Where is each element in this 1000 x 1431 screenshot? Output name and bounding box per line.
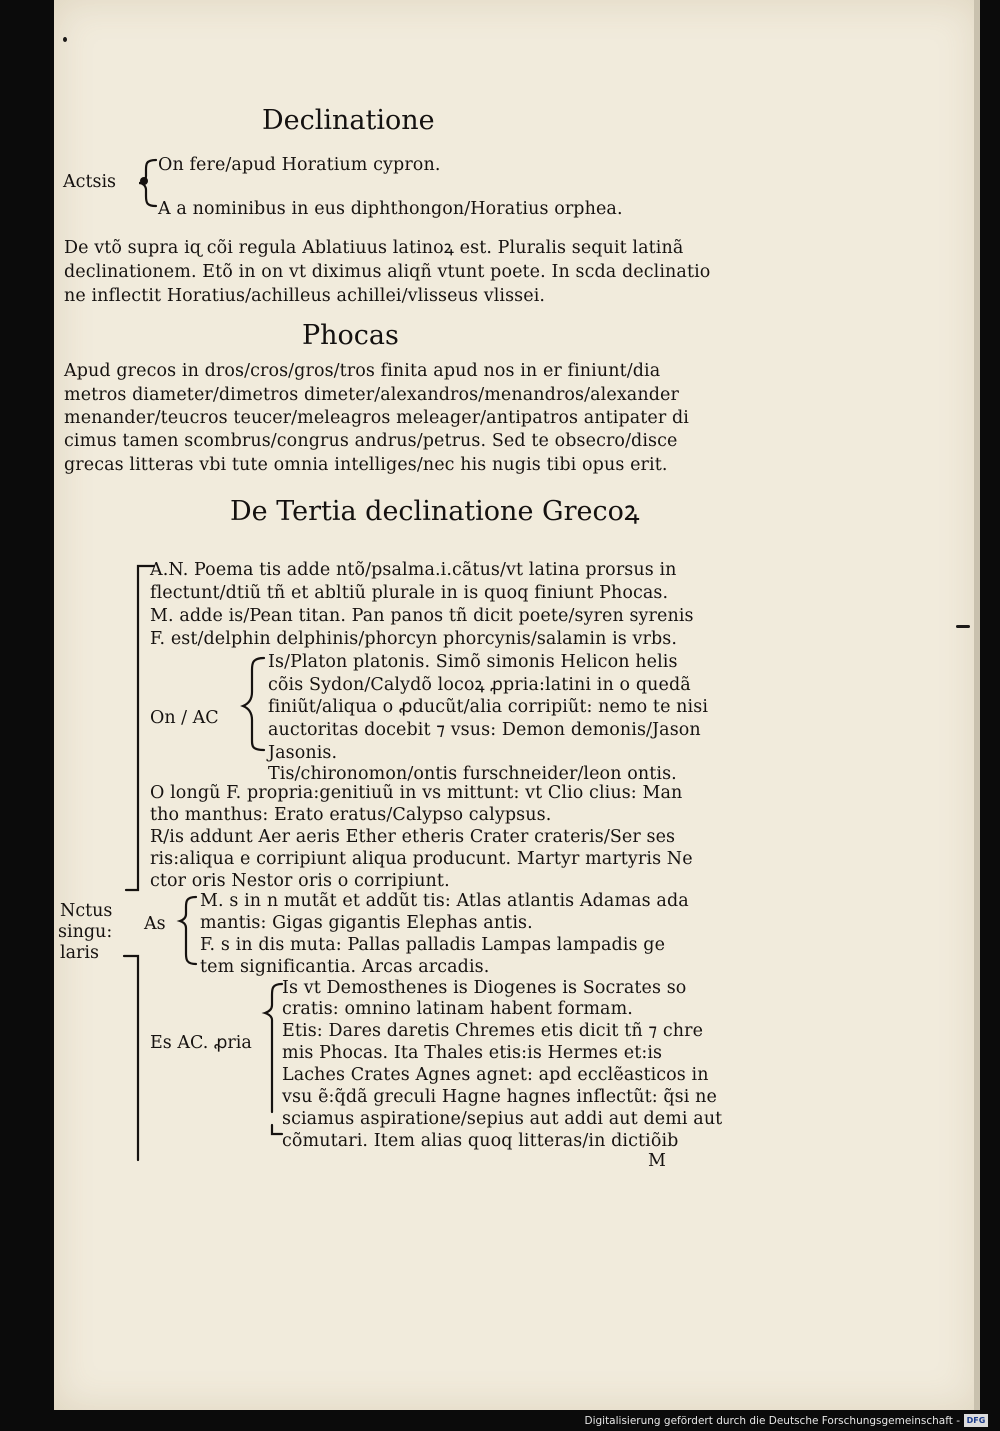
text-line: M. adde is/Pean titan. Pan panos tñ dicit poete/syren syrenis (150, 606, 694, 626)
heading-tertia: De Tertia declinatione Grecoꝝ (230, 496, 640, 527)
margin-label-es: Es AC. ꝓria (150, 1033, 252, 1053)
text-line: declinationem. Etõ in on vt diximus aliqñ vtunt poete. In scda declinatio (64, 262, 711, 282)
margin-nomen-3: laris (60, 943, 99, 963)
bracket-lower (124, 956, 138, 1160)
bracket-es-foot (272, 1125, 282, 1134)
heading-declinatione: Declinatione (262, 105, 435, 136)
text-line: flectunt/dtiũ tñ et abltiũ plurale in is quoq finiunt Phocas. (150, 583, 669, 603)
dfg-logo: DFG (964, 1414, 988, 1427)
text-line: ne inflectit Horatius/achilleus achillei/vlisseus vlissei. (64, 286, 546, 306)
text-line: cõmutari. Item alias quoq litteras/in dictiõib (282, 1131, 679, 1151)
text-line: Is vt Demosthenes is Diogenes is Socrates so (282, 978, 687, 998)
catchword: M (648, 1151, 667, 1171)
text-line: De vtõ supra iɋ cõi regula Ablatiuus latinoꝝ est. Pluralis sequit latinã (64, 238, 684, 258)
margin-nomen-1: Nctus (60, 901, 113, 921)
text-line: A.N. Poema tis adde ntõ/psalma.i.cãtus/vt latina prorsus in (150, 560, 677, 580)
text-line: metros diameter/dimetros dimeter/alexandros/menandros/alexander (64, 385, 679, 405)
margin-label-as: As (144, 914, 166, 934)
brace-on (243, 658, 264, 750)
text-line: ctor oris Nestor oris o corripiunt. (150, 871, 450, 891)
heading-phocas: Phocas (302, 320, 399, 351)
text-line: mis Phocas. Ita Thales etis:is Hermes et:is (282, 1043, 663, 1063)
brace-as (180, 897, 196, 964)
text-line: O longũ F. propria:genitiuũ in vs mittunt: vt Clio clius: Man (150, 783, 683, 803)
text-line: finiũt/aliqua o ꝓducũt/alia corripiũt: nemo te nisi (268, 697, 709, 717)
text-line: menander/teucros teucer/meleagros meleager/antipatros antipater di (64, 408, 690, 428)
text-line: sciamus aspiratione/sepius aut addi aut demi aut (282, 1109, 723, 1129)
text-line: vsu ẽ:q̃dã greculi Hagne hagnes inflectũt: q̃si ne (282, 1087, 717, 1107)
ink-speck (63, 37, 67, 42)
text-line: A a nominibus in eus diphthongon/Horatius orphea. (158, 199, 623, 219)
footer-credit: Digitalisierung gefördert durch die Deutsche Forschungsgemeinschaft - (584, 1415, 960, 1427)
text-line: F. s in dis muta: Pallas palladis Lampas lampadis ge (200, 935, 666, 955)
text-line: grecas litteras vbi tute omnia intelliges/nec his nugis tibi opus erit. (64, 455, 668, 475)
text-line: tem significantia. Arcas arcadis. (200, 957, 490, 977)
text-line: cõis Sydon/Calydõ locoꝝ ꝓpria:latini in o quedã (268, 675, 691, 695)
text-line: cimus tamen scombrus/congrus andrus/petrus. Sed te obsecro/disce (64, 431, 678, 451)
text-line: M. s in n mutãt et addũt tis: Atlas atlantis Adamas ada (200, 891, 689, 911)
text-line: Jasonis. (268, 743, 338, 763)
text-line: ris:aliqua e corripiunt aliqua producunt. Martyr martyris Ne (150, 849, 693, 869)
margin-actsis: Actsis (63, 172, 117, 192)
text-line: R/is addunt Aer aeris Ether etheris Crater crateris/Ser ses (150, 827, 676, 847)
text-line: mantis: Gigas gigantis Elephas antis. (200, 913, 533, 933)
text-line: On fere/apud Horatium cypron. (158, 155, 441, 175)
margin-label-on: On / AC (150, 708, 219, 728)
text-line: Etis: Dares daretis Chremes etis dicit tñ ⁊ chre (282, 1021, 704, 1041)
brace-es (265, 984, 282, 1112)
text-line: Apud grecos in dros/cros/gros/tros finita apud nos in er finiunt/dia (64, 361, 661, 381)
text-line: Tis/chironomon/ontis furschneider/leon ontis. (268, 764, 677, 784)
text-line: F. est/delphin delphinis/phorcyn phorcynis/salamin is vrbs. (150, 629, 678, 649)
margin-nomen-2: singu: (58, 922, 113, 942)
pilcrow-dot (140, 177, 148, 185)
text-line: Laches Crates Agnes agnet: apd ecclẽasticos in (282, 1065, 709, 1085)
brace-main (126, 566, 154, 890)
text-line: cratis: omnino latinam habent formam. (282, 999, 633, 1019)
text-line: Is/Platon platonis. Simõ simonis Helicon helis (268, 652, 678, 672)
text-line: tho manthus: Erato eratus/Calypso calypsus. (150, 805, 552, 825)
ink-speck (956, 625, 970, 628)
text-line: auctoritas docebit ⁊ vsus: Demon demonis/Jason (268, 720, 701, 740)
